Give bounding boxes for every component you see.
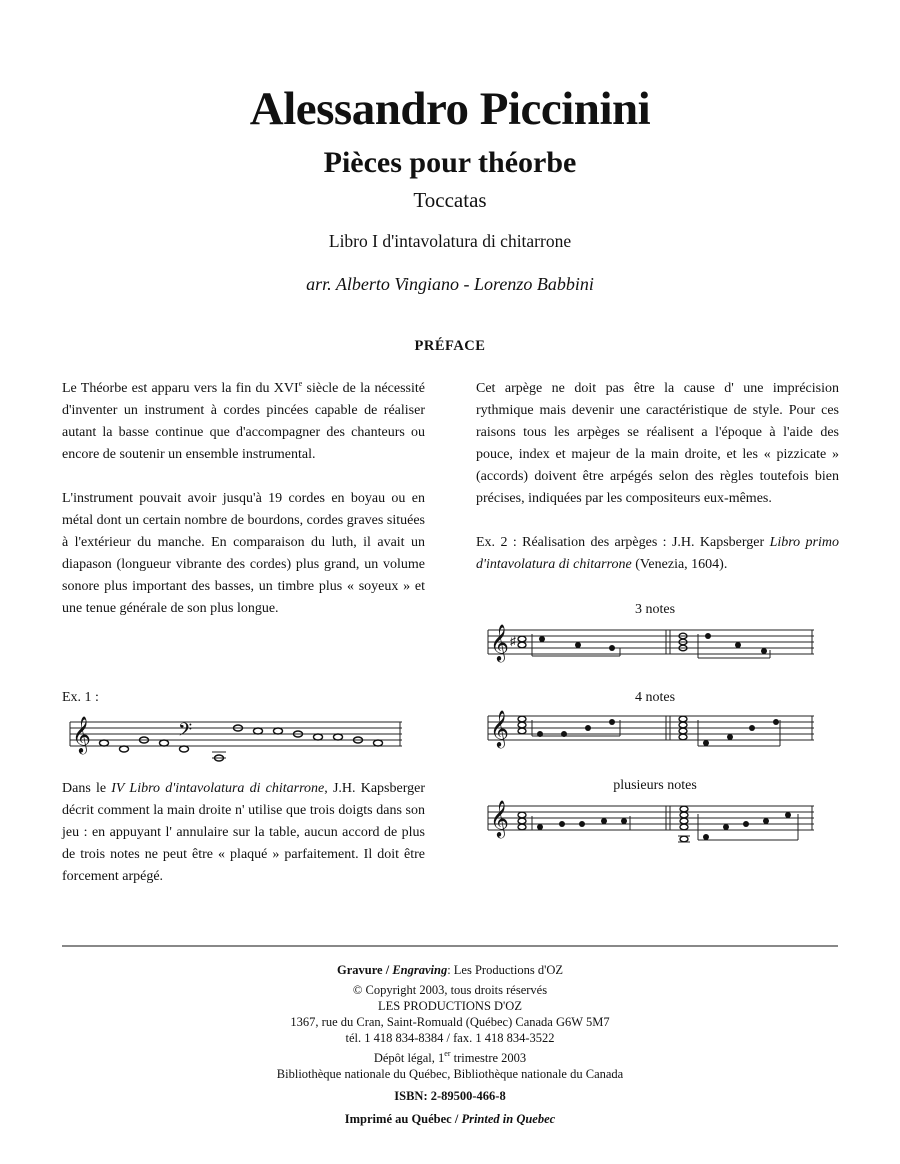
legal-a: Dépôt légal, 1 [373, 1051, 445, 1065]
engraving-b: Engraving [392, 963, 448, 977]
p3-text-b: , J.H. Kapsberger décrit comment la main droite n' utilise que trois doigts dans son jeu : en appuyant l' annulaire sur la table, aucun accord de plus de trois notes ne peut être « plaqué » parfaitement. Il doit être forcement arpégé. [62, 781, 425, 884]
legal-superscript: er [444, 1049, 451, 1058]
treble-clef-icon: 𝄞 [490, 709, 509, 747]
publisher-phone: tél. 1 418 834-8384 / fax. 1 418 834-3522 [345, 1031, 555, 1045]
subtitle: Toccatas [413, 188, 487, 212]
ex2-text-b: (Venezia, 1604). [631, 557, 728, 572]
example-2-staff-many-notes [480, 796, 820, 852]
treble-clef-icon: 𝄞 [490, 799, 509, 837]
p1-text-a: Le Théorbe est apparu vers la fin du XVI [62, 381, 299, 396]
example-1-label: Ex. 1 : [62, 690, 99, 705]
isbn: ISBN: 2-89500-466-8 [394, 1089, 506, 1103]
preface-paragraph-1 [62, 378, 425, 466]
preface-paragraph-4: Cet arpège ne doit pas être la cause d' une imprécision rythmique mais devenir une caractéristique de style. Pour ces raisons tous les arpèges se réalisent a l'époque à l'aide des pouce, index et majeur de la main droite, et les « pizzicate » (accords) doivent être arpégés selon des règles toutefois bien précises, indiquées par les compositeurs eux-mêmes. [476, 381, 839, 506]
example-1-staff [62, 712, 407, 774]
work-title: Pièces pour théorbe [323, 146, 577, 179]
arranger-credit: arr. Alberto Vingiano - Lorenzo Babbini [306, 274, 594, 294]
copyright: © Copyright 2003, tous droits réservés [352, 983, 548, 997]
publisher-name: LES PRODUCTIONS D'OZ [378, 999, 522, 1013]
preface-left-column [62, 378, 425, 620]
p1-superscript: e [298, 379, 303, 388]
book-title: Libro I d'intavolatura di chitarrone [328, 231, 572, 251]
label-many-notes: plusieurs notes [613, 778, 697, 793]
example-2-staff-3-notes [480, 620, 820, 670]
printed-in [0, 1111, 900, 1127]
engraving-a: Gravure / [336, 963, 393, 977]
printed-a: Imprimé au Québec / [344, 1112, 462, 1126]
ex2-italic: Libro primo d'intavolatura di chitarrone [476, 535, 840, 572]
label-4-notes: 4 notes [634, 690, 676, 705]
treble-clef-icon: 𝄞 [72, 715, 91, 753]
preface-heading: PRÉFACE [414, 338, 486, 354]
legal-deposit [0, 1050, 900, 1066]
sharp-icon: ♯ [510, 634, 516, 648]
example-2-caption [476, 532, 839, 576]
preface-left-column-lower [62, 778, 425, 888]
p3-italic: IV Libro d'intavolatura di chitarrone [111, 781, 325, 796]
p3-text-a: Dans le [62, 781, 112, 796]
library-credit: Bibliothèque nationale du Québec, Bibliothèque nationale du Canada [276, 1067, 624, 1081]
preface-paragraph-3 [62, 778, 425, 888]
example-2-staff-4-notes [480, 706, 820, 756]
printed-b: Printed in Quebec [461, 1112, 556, 1126]
legal-b: trimestre 2003 [450, 1051, 527, 1065]
engraving-c: : Les Productions d'OZ [447, 963, 563, 977]
preface-right-column [476, 378, 839, 576]
p1-text-b: siècle de la nécessité d'inventer un instrument à cordes pincées capable de réaliser autant la basse continue que d'accompagner des chanteurs ou encore de soutenir un ensemble instrumental. [62, 381, 425, 462]
preface-paragraph-2: L'instrument pouvait avoir jusqu'à 19 cordes en boyau ou en métal dont un certain nombre de bourdons, cordes graves situées à l'extérieur du manche. En comparaison du luth, il avait un diapason (longueur vibrante des cordes) plus grand, un volume sonore plus important des basses, un timbre plus « soyeux » et une tenue générale de son plus longue. [62, 491, 425, 616]
footer-divider [62, 945, 838, 947]
engraving-credit [0, 962, 900, 978]
ex2-text-a: Ex. 2 : Réalisation des arpèges : J.H. Kapsberger [476, 535, 770, 550]
bass-clef-icon: 𝄢 [178, 720, 193, 745]
composer-title: Alessandro Piccinini [249, 83, 651, 135]
label-3-notes: 3 notes [634, 602, 676, 617]
publisher-address: 1367, rue du Cran, Saint-Romuald (Québec) Canada G6W 5M7 [290, 1015, 610, 1029]
treble-clef-icon: 𝄞 [490, 623, 509, 661]
